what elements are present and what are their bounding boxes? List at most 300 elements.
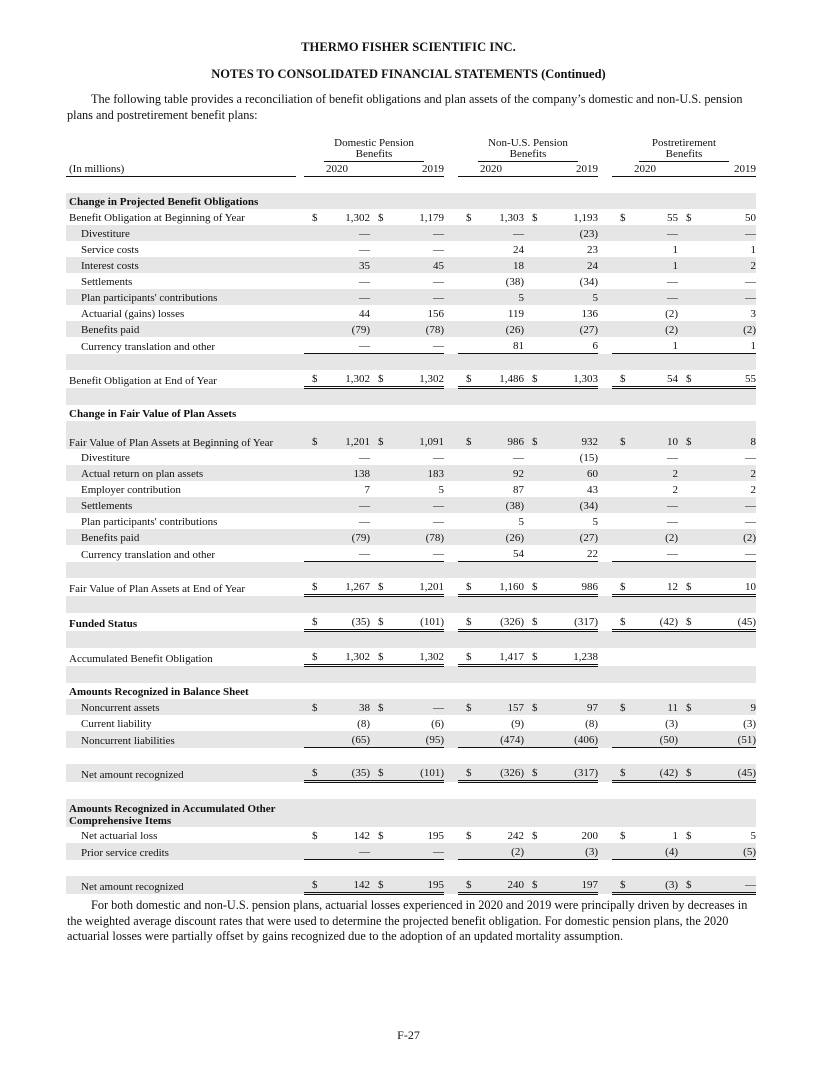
year-header: 2020 (304, 162, 370, 177)
cell-value: (2) (702, 529, 756, 545)
row-label: Settlements (81, 276, 133, 288)
row-label: Net actuarial loss (81, 830, 158, 842)
cell-value: 1,302 (394, 370, 444, 388)
cell-value: — (394, 289, 444, 305)
dollar-sign: $ (304, 876, 328, 894)
table-row (66, 529, 756, 545)
group-header-domestic: Domestic Pension Benefits (324, 138, 424, 162)
cell-value: (3) (743, 718, 756, 730)
cell-value: 1,302 (394, 648, 444, 666)
cell-value: (65) (328, 731, 370, 748)
cell-value: — (667, 452, 678, 464)
cell-value: (5) (702, 843, 756, 860)
cell-value: 54 (636, 370, 678, 388)
cell-value: — (433, 516, 444, 528)
cell-value: 9 (702, 699, 756, 715)
cell-value: 54 (482, 545, 524, 562)
dollar-sign: $ (524, 578, 548, 596)
spacer-row (66, 782, 756, 800)
cell-value: (27) (548, 321, 598, 337)
cell-value: 3 (750, 308, 756, 320)
cell-value: (101) (394, 613, 444, 631)
notes-title: NOTES TO CONSOLIDATED FINANCIAL STATEMENTS (Continued) (211, 67, 606, 81)
cell-value: 195 (394, 876, 444, 894)
dollar-sign: $ (458, 699, 482, 715)
group-header-row (66, 138, 756, 162)
cell-value: (38) (505, 276, 524, 288)
cell-value: 35 (328, 257, 370, 273)
cell-value: — (359, 244, 370, 256)
row-label: Current liability (81, 718, 152, 730)
cell-value: (317) (548, 613, 598, 631)
table-row (66, 699, 756, 715)
cell-value: (34) (548, 497, 598, 513)
section-heading-row (66, 799, 756, 827)
cell-value: — (745, 516, 756, 528)
cell-value: — (702, 289, 756, 305)
cell-value: 2 (636, 465, 678, 481)
cell-value: 1,193 (573, 212, 598, 224)
dollar-sign: $ (304, 613, 328, 631)
cell-value: 5 (518, 516, 524, 528)
cell-value: 10 (702, 578, 756, 596)
dollar-sign: $ (532, 830, 538, 842)
cell-value: 12 (636, 578, 678, 596)
cell-value: (38) (482, 497, 524, 513)
spacer-row (66, 388, 756, 406)
row-label: Accumulated Benefit Obligation (69, 652, 213, 665)
spacer-row (66, 596, 756, 614)
dollar-sign: $ (524, 613, 548, 631)
cell-value: (50) (636, 731, 678, 748)
cell-value: 81 (482, 337, 524, 354)
cell-value: — (394, 843, 444, 860)
cell-value: — (394, 545, 444, 562)
cell-value: 142 (353, 830, 370, 842)
row-label: Plan participants' contributions (66, 289, 296, 305)
dollar-sign: $ (524, 699, 548, 715)
cell-value: (2) (482, 843, 524, 860)
cell-value: (42) (636, 764, 678, 782)
cell-value: 1 (702, 337, 756, 354)
cell-value: (51) (702, 731, 756, 748)
row-label: Benefit Obligation at Beginning of Year (69, 212, 245, 224)
dollar-sign: $ (370, 613, 394, 631)
cell-value: (406) (548, 731, 598, 748)
section-heading: Amounts Recognized in Accumulated Other Comprehensive Items (66, 799, 296, 827)
dollar-sign: $ (524, 370, 548, 388)
cell-value: 1,302 (345, 212, 370, 224)
cell-value: 1,303 (499, 212, 524, 224)
cell-value: 932 (548, 421, 598, 449)
cell-value: 119 (507, 308, 524, 320)
cell-value: 2 (702, 465, 756, 481)
row-label: Benefits paid (66, 321, 296, 337)
spacer-row (66, 354, 756, 371)
dollar-sign: $ (612, 876, 636, 894)
cell-value: — (745, 452, 756, 464)
section-heading: Change in Fair Value of Plan Assets (69, 408, 237, 420)
cell-value: 5 (592, 516, 598, 528)
cell-value: (3) (636, 876, 678, 894)
dollar-sign: $ (678, 421, 702, 449)
dollar-sign: $ (686, 830, 692, 842)
cell-value: 157 (482, 699, 524, 715)
dollar-sign: $ (612, 613, 636, 631)
cell-value: (3) (665, 718, 678, 730)
row-label: Actual return on plan assets (66, 465, 296, 481)
cell-value: 11 (636, 699, 678, 715)
cell-value: — (702, 225, 756, 241)
table-row (66, 545, 756, 562)
section-heading: Change in Projected Benefit Obligations (66, 193, 296, 209)
dollar-sign: $ (678, 370, 702, 388)
dollar-sign: $ (370, 421, 394, 449)
dollar-sign: $ (524, 876, 548, 894)
dollar-sign: $ (370, 648, 394, 666)
dollar-sign: $ (370, 370, 394, 388)
table-row (66, 241, 756, 257)
cell-value: 1,179 (419, 212, 444, 224)
cell-value: 6 (548, 337, 598, 354)
table-row (66, 578, 756, 596)
cell-value: 986 (482, 421, 524, 449)
dollar-sign: $ (304, 578, 328, 596)
cell-value: (474) (482, 731, 524, 748)
cell-value: — (394, 225, 444, 241)
cell-value: — (702, 545, 756, 562)
cell-value: — (433, 452, 444, 464)
cell-value: 5 (750, 830, 756, 842)
row-label: Prior service credits (66, 843, 296, 860)
row-label: Noncurrent assets (66, 699, 296, 715)
cell-value: (9) (511, 718, 524, 730)
dollar-sign: $ (458, 613, 482, 631)
dollar-sign: $ (304, 648, 328, 666)
cell-value: 1,160 (482, 578, 524, 596)
dollar-sign: $ (458, 648, 482, 666)
dollar-sign: $ (304, 370, 328, 388)
cell-value: — (702, 876, 756, 894)
spacer-row (66, 562, 756, 579)
cell-value: 156 (427, 308, 444, 320)
table-row (66, 289, 756, 305)
table-body (66, 138, 756, 894)
dollar-sign: $ (524, 764, 548, 782)
page-number: F-27 (397, 1028, 420, 1042)
cell-value: 55 (667, 212, 678, 224)
row-label: Funded Status (69, 617, 138, 630)
row-label: Divestiture (81, 452, 130, 464)
cell-value: 136 (581, 308, 598, 320)
dollar-sign: $ (678, 764, 702, 782)
dollar-sign: $ (370, 578, 394, 596)
cell-value: 23 (587, 244, 598, 256)
cell-value: (326) (482, 764, 524, 782)
dollar-sign: $ (524, 648, 548, 666)
cell-value: 197 (548, 876, 598, 894)
table-row (66, 421, 756, 449)
benefit-reconciliation-table (66, 138, 756, 895)
cell-value: (79) (328, 321, 370, 337)
cell-value: 1,201 (328, 421, 370, 449)
dollar-sign: $ (612, 578, 636, 596)
dollar-sign: $ (458, 370, 482, 388)
row-label: Fair Value of Plan Assets at End of Year (69, 582, 246, 595)
cell-value: 24 (548, 257, 598, 273)
cell-value: — (433, 244, 444, 256)
row-label: Service costs (81, 244, 139, 256)
dollar-sign: $ (466, 212, 472, 224)
spacer-row (66, 631, 756, 649)
cell-value: — (702, 497, 756, 513)
section-heading-row (66, 683, 756, 699)
cell-value: 1 (672, 830, 678, 842)
cell-value: 45 (394, 257, 444, 273)
spacer-row (66, 860, 756, 877)
cell-value: (317) (548, 764, 598, 782)
company-name: THERMO FISHER SCIENTIFIC INC. (301, 40, 516, 54)
table-row (66, 273, 756, 289)
cell-value: 10 (636, 421, 678, 449)
cell-value: (6) (431, 718, 444, 730)
cell-value: — (359, 452, 370, 464)
dollar-sign: $ (458, 876, 482, 894)
cell-value: 24 (513, 244, 524, 256)
cell-value: 55 (702, 370, 756, 388)
cell-value: 242 (507, 830, 524, 842)
cell-value: — (636, 497, 678, 513)
cell-value: — (328, 225, 370, 241)
cell-value: (4) (636, 843, 678, 860)
dollar-sign: $ (612, 699, 636, 715)
units-label: (In millions) (66, 162, 296, 177)
table-row (66, 481, 756, 497)
cell-value: 44 (359, 308, 370, 320)
dollar-sign: $ (378, 830, 384, 842)
cell-value: 50 (745, 212, 756, 224)
cell-value: (8) (585, 718, 598, 730)
cell-value: (34) (579, 276, 598, 288)
table-row (66, 305, 756, 321)
cell-value: 1 (636, 257, 678, 273)
row-label: Employer contribution (81, 484, 181, 496)
row-label: Fair Value of Plan Assets at Beginning of Year (66, 421, 296, 449)
dollar-sign: $ (524, 421, 548, 449)
row-label: Benefits paid (66, 529, 296, 545)
cell-value: (2) (665, 308, 678, 320)
dollar-sign: $ (370, 764, 394, 782)
cell-value: — (636, 289, 678, 305)
row-label: Plan participants' contributions (81, 516, 218, 528)
dollar-sign: $ (678, 876, 702, 894)
table-row (66, 827, 756, 843)
dollar-sign: $ (532, 212, 538, 224)
cell-value: — (328, 337, 370, 354)
cell-value: (78) (394, 321, 444, 337)
group-header-non-us: Non-U.S. Pension Benefits (478, 138, 578, 162)
group-header-postretirement: Postretirement Benefits (639, 138, 729, 162)
table-row (66, 715, 756, 731)
cell-value: (101) (394, 764, 444, 782)
section-heading-row (66, 405, 756, 421)
cell-value: — (394, 337, 444, 354)
row-label: Net amount recognized (66, 876, 296, 894)
cell-value: 1,486 (482, 370, 524, 388)
cell-value: 5 (548, 289, 598, 305)
cell-value: 43 (587, 484, 598, 496)
table-row (66, 257, 756, 273)
dollar-sign: $ (378, 212, 384, 224)
cell-value: 60 (548, 465, 598, 481)
cell-value: 1 (672, 244, 678, 256)
year-header: 2020 (458, 162, 524, 177)
cell-value: — (394, 497, 444, 513)
cell-value: — (328, 545, 370, 562)
dollar-sign: $ (466, 830, 472, 842)
cell-value: 38 (328, 699, 370, 715)
cell-value: (23) (548, 225, 598, 241)
cell-value: 1 (636, 337, 678, 354)
dollar-sign: $ (612, 764, 636, 782)
row-label: Interest costs (66, 257, 296, 273)
cell-value: 138 (328, 465, 370, 481)
cell-value: — (328, 497, 370, 513)
table-row (66, 321, 756, 337)
cell-value: — (359, 516, 370, 528)
spacer-row (66, 666, 756, 684)
cell-value: 1,238 (548, 648, 598, 666)
dollar-sign: $ (458, 421, 482, 449)
cell-value: 1,302 (328, 648, 370, 666)
dollar-sign: $ (370, 699, 394, 715)
cell-value: 5 (482, 289, 524, 305)
dollar-sign: $ (304, 699, 328, 715)
cell-value: — (359, 276, 370, 288)
cell-value: (45) (702, 764, 756, 782)
table-row (66, 764, 756, 782)
cell-value: — (667, 516, 678, 528)
table-row (66, 513, 756, 529)
table-row (66, 613, 756, 631)
cell-value: 22 (548, 545, 598, 562)
dollar-sign: $ (620, 212, 626, 224)
cell-value: (2) (636, 321, 678, 337)
row-label: Net amount recognized (66, 764, 296, 782)
spacer-row (66, 748, 756, 765)
dollar-sign: $ (612, 370, 636, 388)
dollar-sign: $ (620, 830, 626, 842)
table-row (66, 370, 756, 388)
row-label: Divestiture (66, 225, 296, 241)
dollar-sign: $ (678, 613, 702, 631)
year-header: 2019 (370, 162, 444, 177)
row-label: Currency translation and other (81, 548, 216, 561)
dollar-sign: $ (304, 764, 328, 782)
table-row (66, 465, 756, 481)
row-label: Actuarial (gains) losses (81, 308, 185, 320)
dollar-sign: $ (304, 421, 328, 449)
dollar-sign: $ (686, 212, 692, 224)
section-heading: Amounts Recognized in Balance Sheet (69, 686, 249, 698)
table-row (66, 876, 756, 894)
row-label: Noncurrent liabilities (66, 731, 296, 748)
cell-value: — (328, 843, 370, 860)
dollar-sign: $ (678, 578, 702, 596)
cell-value: 5 (438, 484, 444, 496)
cell-value: 2 (702, 257, 756, 273)
cell-value: (326) (482, 613, 524, 631)
dollar-sign: $ (612, 421, 636, 449)
cell-value: (78) (394, 529, 444, 545)
cell-value: (35) (328, 764, 370, 782)
cell-value: 1,302 (328, 370, 370, 388)
cell-value: 240 (482, 876, 524, 894)
cell-value: 986 (548, 578, 598, 596)
closing-paragraph: For both domestic and non-U.S. pension plans, actuarial losses experienced in 2020 and 2019 were principally driven by decreases in the weighted average discount rates that were used to determine the projected benefit obligation. For domestic pension plans, the 2020 actuarial losses were partially offset by gains recognized due to the adoption of an updated mortality assumption. (67, 898, 748, 943)
cell-value: 195 (427, 830, 444, 842)
table-row (66, 648, 756, 666)
table-row (66, 449, 756, 465)
cell-value: (42) (636, 613, 678, 631)
cell-value: 8 (702, 421, 756, 449)
cell-value: — (667, 276, 678, 288)
cell-value: 2 (750, 484, 756, 496)
cell-value: 1,091 (394, 421, 444, 449)
table-row (66, 497, 756, 513)
cell-value: 1,303 (548, 370, 598, 388)
year-header: 2019 (678, 162, 756, 177)
year-header: 2020 (612, 162, 678, 177)
cell-value: — (745, 276, 756, 288)
cell-value: 142 (328, 876, 370, 894)
cell-value: 92 (482, 465, 524, 481)
cell-value: — (482, 225, 524, 241)
dollar-sign: $ (370, 876, 394, 894)
row-label: Currency translation and other (81, 340, 216, 353)
table-row (66, 843, 756, 860)
dollar-sign: $ (312, 212, 318, 224)
row-label: Benefit Obligation at End of Year (69, 374, 217, 387)
cell-value: (26) (482, 321, 524, 337)
cell-value: 1,201 (394, 578, 444, 596)
cell-value: 183 (394, 465, 444, 481)
cell-value: (26) (482, 529, 524, 545)
table-row (66, 731, 756, 748)
cell-value: 18 (482, 257, 524, 273)
cell-value: 1,417 (482, 648, 524, 666)
table-row (66, 337, 756, 354)
cell-value: 97 (548, 699, 598, 715)
cell-value: 2 (672, 484, 678, 496)
row-label: Settlements (66, 497, 296, 513)
dollar-sign: $ (458, 764, 482, 782)
cell-value: — (394, 699, 444, 715)
cell-value: 7 (364, 484, 370, 496)
cell-value: — (513, 452, 524, 464)
cell-value: — (636, 545, 678, 562)
cell-value: (27) (548, 529, 598, 545)
cell-value: (2) (702, 321, 756, 337)
cell-value: (45) (702, 613, 756, 631)
cell-value: — (328, 289, 370, 305)
section-heading-row (66, 193, 756, 209)
cell-value: 1 (750, 244, 756, 256)
cell-value: (2) (636, 529, 678, 545)
cell-value: (35) (328, 613, 370, 631)
cell-value: 200 (581, 830, 598, 842)
cell-value: 87 (513, 484, 524, 496)
